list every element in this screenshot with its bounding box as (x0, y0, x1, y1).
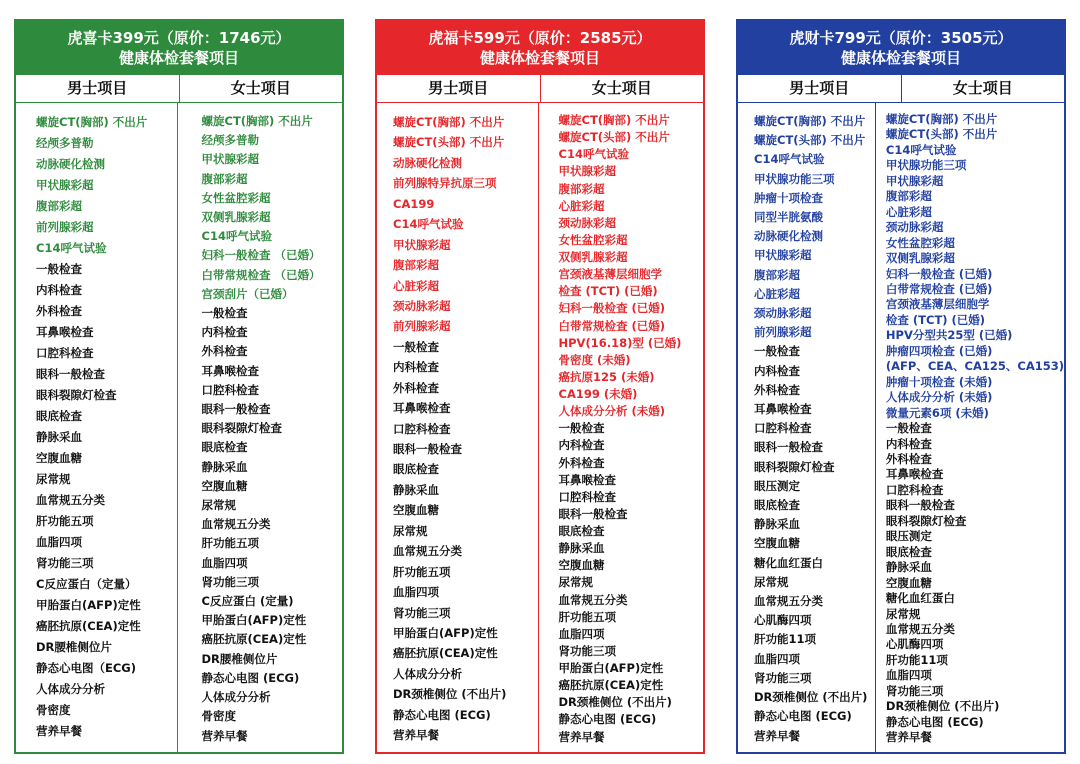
list-item: DR颈椎侧位 (不出片) (393, 687, 507, 702)
female-items-list (538, 103, 704, 752)
list-item: 腹部彩超 (558, 181, 605, 196)
list-item: 眼科一般检查 (754, 440, 823, 455)
list-item: 肾功能三项 (558, 643, 616, 658)
list-item: 眼底检查 (36, 409, 82, 423)
list-item: 妇科一般检查 （已婚） (201, 248, 321, 263)
list-item: 静脉采血 (201, 459, 248, 474)
list-item: (AFP、CEA、CA125、CA153) (885, 359, 1064, 374)
list-item: 耳鼻喉检查 (393, 401, 451, 416)
list-item: 耳鼻喉检查 (754, 402, 812, 417)
list-item: 甲状腺彩超 (558, 164, 616, 179)
male-items-list (738, 103, 875, 752)
list-item: 空腹血糖 (393, 503, 439, 518)
list-item: C14呼气试验 (558, 147, 629, 162)
list-item: 静脉采血 (885, 560, 932, 575)
list-item: 肝功能五项 (558, 609, 616, 624)
list-item: 检查 (TCT) (已婚) (558, 284, 658, 299)
list-item: 女性盆腔彩超 (885, 235, 955, 250)
male-column-header: 男士项目 (789, 79, 850, 97)
list-item: 外科检查 (36, 304, 82, 318)
list-item: 心脏彩超 (558, 198, 605, 213)
list-item: 糖化血红蛋白 (885, 591, 955, 606)
list-item: 螺旋CT(头部) 不出片 (393, 135, 505, 150)
list-item: 甲状腺功能三项 (754, 171, 835, 186)
list-item: 骨密度 (201, 709, 236, 724)
list-item: 外科检查 (558, 455, 605, 470)
list-item: 肿瘤十项检查 (754, 190, 823, 205)
list-item: 静脉采血 (558, 541, 605, 556)
list-item: 螺旋CT(头部) 不出片 (885, 127, 998, 142)
card-header (377, 21, 703, 75)
list-item: 心肌酶四项 (885, 637, 944, 652)
list-item: 螺旋CT(胸部) 不出片 (36, 115, 148, 129)
list-item: 内科检查 (558, 438, 605, 453)
list-item: 空腹血糖 (754, 536, 800, 551)
list-item: 静态心电图（ECG) (36, 661, 136, 675)
list-item: 内科检查 (885, 436, 932, 451)
list-item: 宫颈刮片（已婚） (201, 286, 294, 301)
list-item: 耳鼻喉检查 (36, 325, 94, 339)
list-item: 营养早餐 (393, 728, 439, 743)
card-tiger-fortune (375, 19, 705, 754)
list-item: 营养早餐 (558, 729, 605, 744)
list-item: C14呼气试验 (393, 217, 464, 232)
list-item: C14呼气试验 (36, 241, 107, 255)
card-header (16, 21, 342, 75)
list-item: 口腔科检查 (885, 482, 944, 497)
list-item: 血常规五分类 (754, 594, 823, 609)
list-item: 内科检查 (393, 360, 439, 375)
list-item: 一般检查 (36, 262, 82, 276)
item-columns (738, 103, 1064, 752)
list-item: 静态心电图 (ECG) (885, 714, 984, 729)
list-item: 腹部彩超 (201, 171, 248, 186)
list-item: 耳鼻喉检查 (558, 472, 616, 487)
list-item: 血常规五分类 (885, 621, 955, 636)
list-item: 肝功能五项 (36, 514, 94, 528)
list-item: 眼底检查 (754, 498, 800, 513)
list-item: CA199 (393, 196, 435, 211)
list-item: 尿常规 (36, 472, 71, 486)
list-item: 骨密度 (36, 703, 71, 717)
female-column-header: 女士项目 (540, 75, 704, 102)
list-item: 骨密度 (未婚) (558, 352, 631, 367)
list-item: 双侧乳腺彩超 (558, 250, 628, 264)
list-item: 甲胎蛋白(AFP)定性 (558, 661, 664, 675)
list-item: 一般检查 (885, 421, 932, 436)
list-item: 螺旋CT(头部) 不出片 (558, 130, 670, 145)
list-item: 一般检查 (558, 421, 605, 436)
list-item: CA199 (未婚) (558, 387, 638, 401)
list-item: 口腔科检查 (36, 346, 94, 360)
list-item: 耳鼻喉检查 (885, 467, 944, 482)
list-item: 动脉硬化检测 (754, 229, 823, 244)
list-item: 口腔科检查 (393, 421, 451, 436)
card-title-price: 虎福卡599元（原价：2585元） (428, 29, 652, 47)
list-item: 眼科裂隙灯检查 (36, 388, 117, 402)
list-item: 癌胚抗原(CEA)定性 (393, 646, 498, 661)
list-item: 尿常规 (885, 606, 921, 621)
list-item: 空腹血糖 (885, 575, 932, 590)
list-item: 静脉采血 (754, 517, 800, 532)
list-item: 妇科一般检查 (已婚) (885, 266, 993, 281)
male-items-list (377, 103, 538, 752)
list-item: 内科检查 (754, 363, 800, 378)
list-item: 肝功能五项 (201, 536, 259, 551)
list-item: 癌抗原125 (未婚) (558, 369, 655, 384)
list-item: 颈动脉彩超 (558, 215, 616, 230)
list-item: 肿瘤十项检查 (未婚) (885, 374, 993, 389)
column-headers (738, 75, 1064, 103)
card-title-price: 虎喜卡399元（原价：1746元） (67, 29, 291, 47)
list-item: 血常规五分类 (558, 592, 628, 607)
list-item: 前列腺彩超 (754, 325, 812, 340)
card-title-subtitle: 健康体检套餐项目 (118, 49, 239, 67)
list-item: 外科检查 (201, 344, 248, 359)
list-item: 白带常规检查 (已婚) (885, 281, 993, 296)
list-item: 糖化血红蛋白 (754, 555, 823, 570)
list-item: 营养早餐 (36, 724, 82, 738)
list-item: 甲胎蛋白(AFP)定性 (36, 598, 141, 612)
list-item: 螺旋CT(胸部) 不出片 (558, 113, 670, 127)
list-item: DR腰椎侧位片 (201, 651, 278, 666)
list-item: 螺旋CT(头部) 不出片 (754, 133, 866, 148)
list-item: 人体成分分析 (未婚) (558, 404, 666, 419)
list-item: 一般检查 (754, 344, 800, 359)
list-item: 肾功能三项 (201, 574, 259, 589)
list-item: 静态心电图 (ECG) (201, 670, 300, 685)
list-item: 妇科一般检查 (已婚) (558, 301, 666, 316)
list-item: DR颈椎侧位 (不出片) (885, 699, 1000, 714)
list-item: 颈动脉彩超 (885, 220, 944, 235)
male-items-list (16, 103, 177, 752)
list-item: 颈动脉彩超 (754, 306, 812, 321)
list-item: 微量元素6项 (未婚) (885, 405, 989, 420)
list-item: 眼底检查 (558, 524, 605, 538)
list-item: 眼科裂隙灯检查 (201, 421, 282, 436)
list-item: 眼科一般检查 (36, 367, 105, 381)
list-item: 尿常规 (558, 575, 593, 590)
list-item: 白带常规检查 (已婚) (558, 318, 666, 333)
list-item: 血常规五分类 (36, 493, 105, 507)
list-item: 静态心电图 (ECG) (754, 709, 852, 724)
list-item: 肾功能三项 (36, 556, 94, 570)
list-item: 前列腺彩超 (36, 220, 94, 234)
list-item: 前列腺彩超 (393, 319, 451, 334)
list-item: 静脉采血 (36, 430, 82, 444)
list-item: 心肌酶四项 (754, 613, 812, 628)
list-item: 人体成分分析 (201, 690, 271, 705)
card-title-subtitle: 健康体检套餐项目 (479, 49, 600, 67)
list-item: 甲状腺彩超 (36, 178, 94, 192)
list-item: 耳鼻喉检查 (201, 363, 259, 378)
list-item: 眼科一般检查 (558, 506, 628, 521)
list-item: 外科检查 (885, 451, 932, 466)
list-item: 甲状腺彩超 (201, 152, 259, 167)
list-item: 甲胎蛋白(AFP)定性 (393, 625, 498, 640)
list-item: 检查 (TCT) (已婚) (885, 312, 986, 327)
list-item: 宫颈液基薄层细胞学 (558, 267, 662, 282)
male-column-header: 男士项目 (67, 79, 128, 97)
list-item: 人体成分分析 (未婚) (885, 390, 993, 405)
list-item: 经颅多普勒 (201, 133, 259, 148)
list-item: 口腔科检查 (754, 421, 812, 436)
list-item: DR颈椎侧位 (不出片) (754, 690, 868, 705)
list-item: 营养早餐 (885, 730, 932, 745)
list-item: 血脂四项 (201, 555, 248, 570)
list-item: 静态心电图 (ECG) (393, 707, 491, 722)
list-item: 血脂四项 (558, 626, 605, 641)
list-item: 心脏彩超 (754, 286, 800, 301)
list-item: 甲状腺彩超 (754, 248, 812, 263)
list-item: DR腰椎侧位片 (36, 640, 112, 654)
list-item: HPV分型共25型 (已婚) (885, 328, 1013, 343)
list-item: 癌胚抗原(CEA)定性 (201, 632, 307, 647)
list-item: C14呼气试验 (885, 142, 957, 157)
list-item: HPV(16.18)型 (已婚) (558, 335, 682, 350)
list-item: 甲状腺功能三项 (885, 158, 967, 173)
list-item: 前列腺特异抗原三项 (393, 176, 497, 191)
list-item: C反应蛋白（定量） (36, 577, 137, 591)
list-item: 眼压测定 (885, 529, 932, 544)
list-item: 肝功能11项 (885, 652, 948, 667)
list-item: 白带常规检查 （已婚） (201, 267, 321, 282)
list-item: 人体成分分析 (393, 666, 462, 681)
list-item: 螺旋CT(胸部) 不出片 (393, 115, 505, 129)
list-item: 腹部彩超 (36, 199, 82, 213)
list-item: 肝功能五项 (393, 564, 451, 579)
list-item: 双侧乳腺彩超 (201, 210, 271, 225)
list-item: 尿常规 (393, 523, 428, 538)
card-tiger-wealth (736, 19, 1066, 754)
list-item: 眼科一般检查 (201, 402, 271, 417)
list-item: 尿常规 (754, 574, 789, 589)
list-item: C反应蛋白 (定量) (201, 594, 294, 609)
list-item: 肾功能三项 (393, 605, 451, 620)
list-item: 静脉采血 (393, 482, 439, 497)
female-column-header: 女士项目 (179, 75, 343, 102)
list-item: 腹部彩超 (754, 267, 800, 282)
list-item: 血脂四项 (885, 668, 932, 683)
female-items-list (177, 103, 343, 752)
list-item: 空腹血糖 (36, 451, 82, 465)
list-item: 甲状腺彩超 (885, 173, 944, 188)
list-item: 动脉硬化检测 (36, 157, 105, 171)
list-item: 眼科一般检查 (393, 442, 462, 456)
list-item: 螺旋CT(胸部) 不出片 (201, 114, 313, 128)
list-item: 眼底检查 (885, 544, 932, 559)
list-item: 肝功能11项 (754, 632, 817, 647)
list-item: 肾功能三项 (754, 670, 812, 685)
list-item: 女性盆腔彩超 (201, 190, 271, 205)
column-headers (16, 75, 342, 103)
list-item: 外科检查 (754, 382, 800, 397)
card-title-price: 虎财卡799元（原价：3505元） (789, 29, 1013, 47)
list-item: 口腔科检查 (201, 382, 259, 397)
list-item: 腹部彩超 (885, 189, 932, 204)
list-item: 营养早餐 (754, 728, 800, 743)
list-item: 同型半胱氨酸 (754, 210, 823, 225)
list-item: 血脂四项 (36, 535, 82, 549)
list-item: 眼底检查 (201, 440, 248, 455)
list-item: C14呼气试验 (201, 229, 272, 244)
list-item: 血常规五分类 (393, 544, 462, 559)
female-items-list (875, 103, 1064, 752)
list-item: 螺旋CT(胸部) 不出片 (885, 112, 998, 126)
list-item: 营养早餐 (201, 728, 248, 743)
card-title-subtitle: 健康体检套餐项目 (840, 49, 961, 67)
list-item: 颈动脉彩超 (393, 298, 451, 313)
list-item: 螺旋CT(胸部) 不出片 (754, 114, 866, 128)
list-item: 腹部彩超 (393, 258, 439, 273)
list-item: 一般检查 (201, 306, 248, 321)
list-item: 眼科一般检查 (885, 498, 955, 513)
list-item: 甲胎蛋白(AFP)定性 (201, 613, 307, 628)
list-item: 眼科裂隙灯检查 (885, 513, 967, 528)
list-item: 外科检查 (393, 380, 439, 395)
item-columns (16, 103, 342, 752)
list-item: 女性盆腔彩超 (558, 232, 628, 247)
list-item: 内科检查 (36, 283, 82, 297)
list-item: 口腔科检查 (558, 489, 616, 504)
item-columns (377, 103, 703, 752)
list-item: 血脂四项 (754, 651, 800, 666)
list-item: 血脂四项 (393, 585, 439, 600)
list-item: C14呼气试验 (754, 152, 825, 167)
list-item: 静态心电图 (ECG) (558, 712, 657, 727)
card-tiger-joy (14, 19, 344, 754)
card-header (738, 21, 1064, 75)
list-item: 癌胚抗原(CEA)定性 (558, 678, 664, 693)
list-item: 眼压测定 (754, 478, 800, 493)
list-item: 心脏彩超 (393, 278, 439, 293)
list-item: 眼底检查 (393, 462, 439, 477)
list-item: 甲状腺彩超 (393, 237, 451, 252)
list-item: 空腹血糖 (558, 558, 605, 573)
list-item: 眼科裂隙灯检查 (754, 459, 835, 474)
column-headers (377, 75, 703, 103)
list-item: 尿常规 (201, 498, 236, 513)
list-item: 内科检查 (201, 325, 248, 340)
list-item: 心脏彩超 (885, 204, 932, 219)
list-item: 癌胚抗原(CEA)定性 (36, 619, 141, 633)
female-column-header: 女士项目 (901, 75, 1065, 102)
list-item: 人体成分分析 (36, 682, 105, 696)
list-item: 空腹血糖 (201, 478, 248, 493)
list-item: 血常规五分类 (201, 517, 271, 532)
list-item: 双侧乳腺彩超 (885, 251, 955, 266)
list-item: 肿瘤四项检查 (已婚) (885, 343, 993, 358)
list-item: 经颅多普勒 (36, 136, 94, 150)
list-item: 肾功能三项 (885, 683, 944, 698)
list-item: DR颈椎侧位 (不出片) (558, 695, 672, 710)
list-item: 宫颈液基薄层细胞学 (885, 297, 990, 312)
list-item: 一般检查 (393, 339, 439, 354)
list-item: 动脉硬化检测 (393, 155, 462, 170)
male-column-header: 男士项目 (428, 79, 489, 97)
